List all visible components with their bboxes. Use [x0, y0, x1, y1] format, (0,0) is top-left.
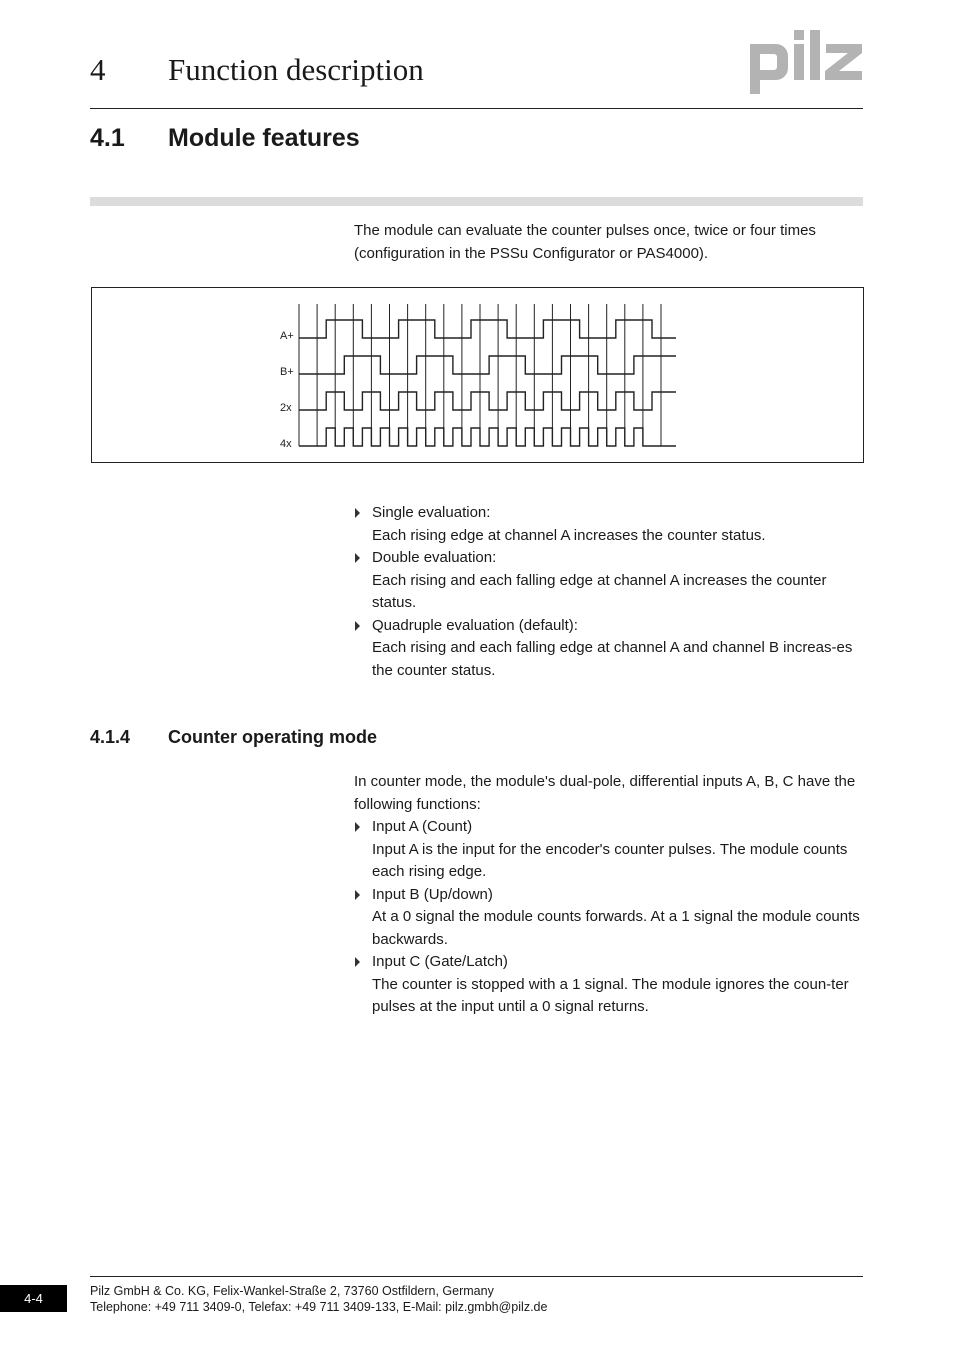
list-item-title: Double evaluation: — [372, 549, 497, 566]
timing-waveforms — [299, 320, 676, 446]
waveform-2x — [299, 392, 676, 410]
signal-label-4x: 4x — [280, 438, 292, 450]
waveform-a — [299, 320, 676, 338]
list-item-title: Quadruple evaluation (default): — [372, 616, 578, 634]
chapter-title: Function description — [168, 52, 424, 87]
subsection-title: Counter operating mode — [168, 727, 378, 747]
list-item — [354, 884, 866, 952]
list-item — [354, 615, 866, 683]
header-rule — [90, 108, 863, 109]
list-item-text: Each rising and each falling edge at channel A and channel B increas-es the counter status. — [372, 639, 853, 679]
list-item-title: Input B (Up/down) — [372, 885, 493, 903]
footer-rule — [90, 1276, 863, 1277]
list-item-text: Input A is the input for the encoder's counter pulses. The module counts each rising edge. — [372, 840, 848, 880]
list-item-text: Each rising and each falling edge at channel A increases the counter status. — [372, 571, 827, 611]
footer-line-2: Telephone: +49 711 3409-0, Telefax: +49 711 3409-133, E-Mail: pilz.gmbh@pilz.de — [90, 1300, 548, 1314]
list-item — [354, 951, 866, 1019]
bullet-triangle-icon — [355, 957, 360, 967]
pilz-logo — [748, 28, 866, 98]
counter-mode-text — [354, 771, 866, 1019]
timing-diagram — [92, 288, 863, 462]
list-item-text: At a 0 signal the module counts forwards. At a 1 signal the module counts backwards. — [372, 908, 860, 948]
list-item-title: Single evaluation: — [372, 504, 491, 521]
evaluation-list — [354, 502, 866, 682]
bullet-triangle-icon — [355, 621, 360, 631]
section-title: Module features — [168, 124, 360, 152]
bullet-triangle-icon — [355, 822, 360, 832]
page-number: 4-4 — [0, 1285, 67, 1312]
signal-label-b: B+ — [280, 366, 294, 378]
list-item-text: The counter is stopped with a 1 signal. The module ignores the coun-ter pulses at the input until a 0 signal returns. — [372, 975, 849, 1015]
bullet-triangle-icon — [355, 553, 360, 563]
signal-label-a: A+ — [280, 330, 294, 342]
section-number: 4.1 — [90, 124, 125, 152]
waveform-b — [299, 356, 676, 374]
intro-paragraph: The module can evaluate the counter pulses once, twice or four times (configuration in the PSSu Configurator or PAS4000). — [354, 222, 816, 262]
subsection-number: 4.1.4 — [90, 727, 131, 747]
timing-diagram-box — [91, 287, 864, 463]
footer-line-1: Pilz GmbH & Co. KG, Felix-Wankel-Straße 2, 73760 Ostfildern, Germany — [90, 1284, 494, 1298]
signal-label-2x: 2x — [280, 402, 292, 414]
bullet-triangle-icon — [355, 508, 360, 518]
section-divider-bar — [90, 197, 863, 206]
list-item-title: Input A (Count) — [372, 818, 473, 835]
list-item — [354, 502, 866, 547]
list-item-text: Each rising edge at channel A increases the counter status. — [372, 526, 766, 544]
list-item-title: Input C (Gate/Latch) — [372, 953, 508, 970]
timing-guides — [299, 304, 661, 446]
list-item — [354, 816, 866, 884]
list-item — [354, 547, 866, 615]
bullet-triangle-icon — [355, 890, 360, 900]
counter-intro: In counter mode, the module's dual-pole, differential inputs A, B, C have the following functions: — [354, 773, 856, 813]
waveform-4x — [299, 428, 676, 446]
footer-address — [90, 1283, 547, 1315]
chapter-number: 4 — [90, 52, 106, 87]
